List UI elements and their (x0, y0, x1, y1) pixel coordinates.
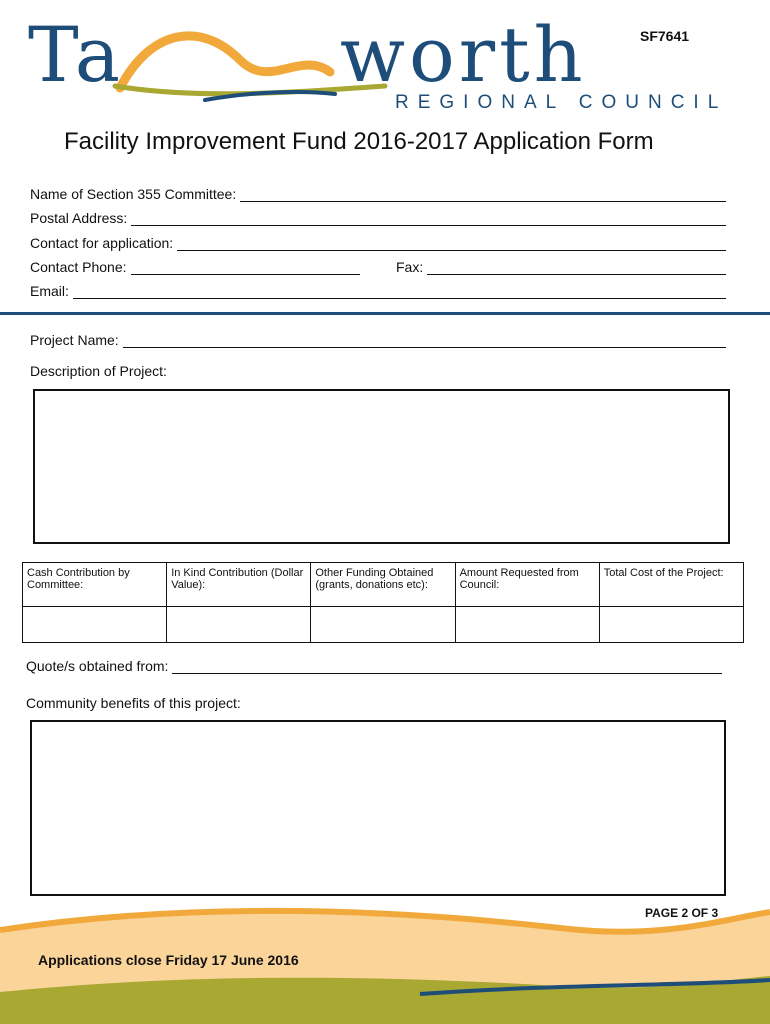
quotes-field (26, 658, 722, 674)
benefits-label: Community benefits of this project: (26, 695, 241, 711)
phone-label: Contact Phone: (30, 259, 127, 275)
email-field (30, 283, 726, 299)
funding-cell-inkind[interactable] (167, 607, 311, 643)
funding-header-other: Other Funding Obtained (grants, donations etc): (311, 563, 455, 607)
postal-label: Postal Address: (30, 210, 128, 226)
funding-cell-requested[interactable] (455, 607, 599, 643)
funding-header-total: Total Cost of the Project: (599, 563, 743, 607)
email-label: Email: (30, 283, 69, 299)
contact-input-line[interactable] (177, 237, 726, 251)
form-code: SF7641 (640, 28, 690, 44)
contact-label: Contact for application: (30, 235, 174, 251)
funding-header-requested: Amount Requested from Council: (455, 563, 599, 607)
logo-subtitle: REGIONAL COUNCIL (395, 92, 728, 113)
quotes-input-line[interactable] (172, 660, 722, 674)
postal-input-line[interactable] (131, 212, 726, 226)
committee-label: Name of Section 355 Committee: (30, 186, 237, 202)
funding-table (22, 562, 744, 643)
postal-field (30, 210, 726, 226)
description-label: Description of Project: (30, 363, 167, 379)
quotes-label: Quote/s obtained from: (26, 658, 169, 674)
committee-field (30, 186, 726, 202)
funding-header-cash: Cash Contribution by Committee: (23, 563, 167, 607)
funding-header-inkind: In Kind Contribution (Dollar Value): (167, 563, 311, 607)
funding-input-row (23, 607, 744, 643)
project-name-label: Project Name: (30, 332, 119, 348)
funding-cell-other[interactable] (311, 607, 455, 643)
phone-input-line[interactable] (131, 261, 360, 275)
benefits-box[interactable] (30, 720, 726, 896)
email-input-line[interactable] (73, 285, 726, 299)
logo-text-ta: Ta (28, 10, 123, 99)
funding-cell-total[interactable] (599, 607, 743, 643)
project-name-field (30, 332, 726, 348)
funding-header-row (23, 563, 744, 607)
logo-text-worth: worth (340, 10, 587, 99)
page-number: PAGE 2 OF 3 (645, 906, 719, 920)
page-title: Facility Improvement Fund 2016-2017 Application Form (64, 128, 654, 155)
contact-field (30, 235, 726, 251)
fax-field (396, 259, 726, 275)
funding-cell-cash[interactable] (23, 607, 167, 643)
phone-field (30, 259, 360, 275)
description-box[interactable] (33, 389, 730, 544)
closing-date-notice: Applications close Friday 17 June 2016 (38, 952, 299, 968)
section-divider (0, 312, 770, 315)
committee-input-line[interactable] (240, 188, 726, 202)
fax-input-line[interactable] (427, 261, 726, 275)
fax-label: Fax: (396, 259, 424, 275)
project-name-input-line[interactable] (123, 334, 726, 348)
